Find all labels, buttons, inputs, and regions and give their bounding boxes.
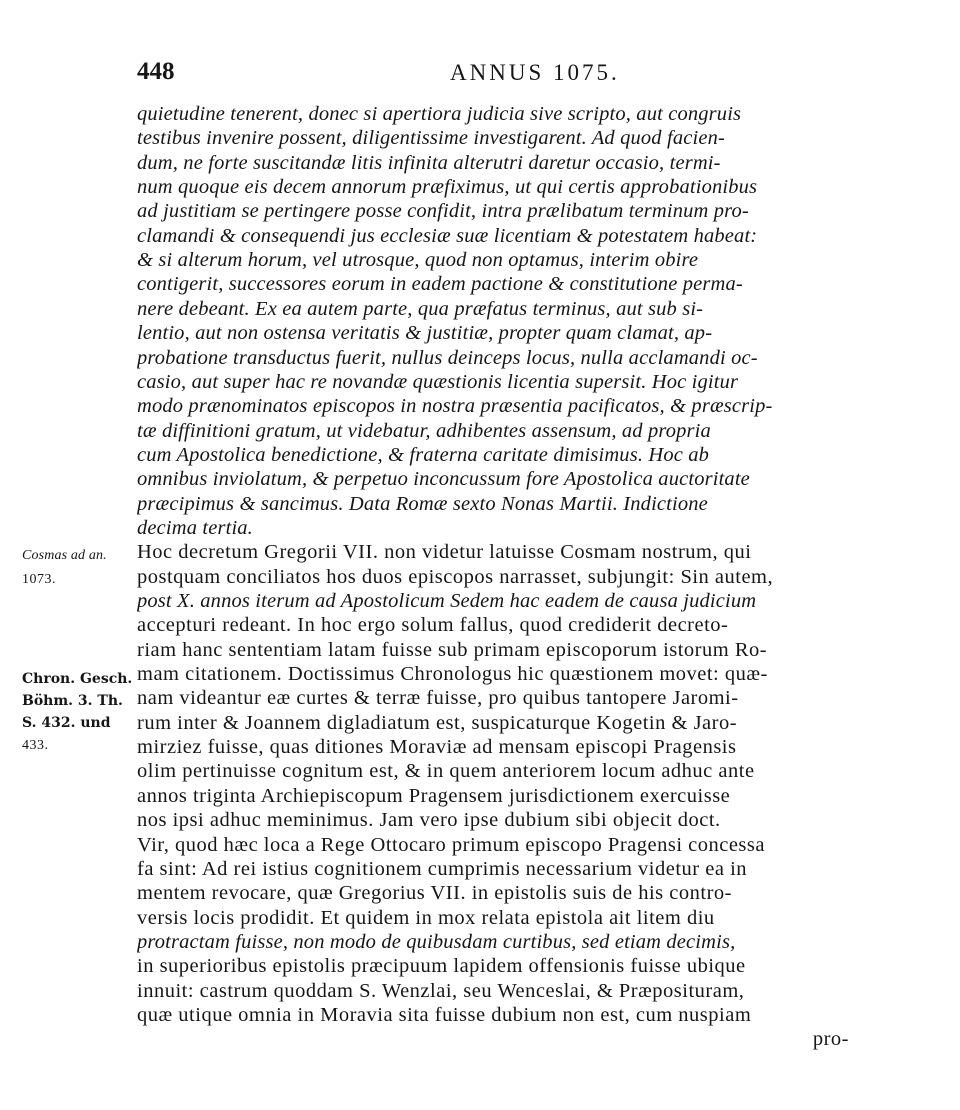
text-line: decima tertia. (137, 516, 253, 539)
running-head: ANNUS 1075. (450, 60, 620, 85)
text-line: omnibus inviolatum, & perpetuo inconcussum fore Apostolica auctoritate (137, 468, 750, 491)
text-line: contigerit, successores eorum in eadem pactione & constitutione perma- (137, 273, 743, 296)
text-line: modo prænominatos episcopos in nostra præsentia pacificatos, & præscrip- (137, 395, 773, 418)
text-line: Hoc decretum Gregorii VII. non videtur latuisse Cosmam nostrum, qui (137, 541, 752, 564)
text-line: rum inter & Joannem digladiatum est, suspicaturque Kogetin & Jaro- (137, 711, 738, 734)
text-line: in superioribus epistolis præcipuum lapidem offensionis fuisse ubique (137, 955, 746, 978)
text-line: protractam fuisse, non modo de quibusdam curtibus, sed etiam decimis, (137, 930, 736, 953)
text-line: post X. annos iterum ad Apostolicum Sedem hac eadem de causa judicium (137, 590, 757, 612)
margin-note: 433. (22, 738, 49, 753)
margin-note: S. 432. und (22, 715, 111, 731)
text-line: num quoque eis decem annorum præfiximus, ut qui certis approbationibus (137, 176, 758, 199)
text-line: quæ utique omnia in Moravia sita fuisse dubium non est, cum nuspiam (137, 1003, 752, 1026)
text-line: postquam conciliatos hos duos episcopos narrasset, subjungit: Sin autem, (137, 565, 774, 588)
text-line: testibus invenire possent, diligentissime investigarent. Ad quod facien- (137, 127, 725, 150)
text-line: nere debeant. Ex ea autem parte, qua præfatus terminus, aut sub si- (137, 297, 704, 320)
text-line: riam hanc sententiam latam fuisse sub primam episcoporum istorum Ro- (137, 638, 768, 661)
text-line: innuit: castrum quoddam S. Wenzlai, seu Wenceslai, & Præposituram, (137, 979, 745, 1002)
margin-note: Cosmas ad an. (22, 548, 107, 563)
text-line: præcipimus & sancimus. Data Romæ sexto Nonas Martii. Indictione (137, 492, 708, 515)
text-line: clamandi & consequendi jus ecclesiæ suæ licentiam & potestatem habeat: (137, 224, 758, 247)
page-header (0, 58, 960, 92)
text-line: fa sint: Ad rei istius cognitionem cumprimis necessarium videtur ea in (137, 857, 748, 880)
text-line: ad justitiam se pertingere posse confidit, intra prælibatum terminum pro- (137, 200, 749, 223)
text-line: cum Apostolica benedictione, & fraterna caritate dimisimus. Hoc ab (137, 443, 710, 466)
text-line: accepturi redeant. In hoc ergo solum fallus, quod crediderit decreto- (137, 614, 729, 637)
text-line: quietudine tenerent, donec si apertiora judicia sive scripto, aut congruis (137, 103, 742, 125)
text-line: versis locis prodidit. Et quidem in mox relata epistola ait litem diu (137, 906, 715, 929)
margin-note: Böhm. 3. Th. (22, 693, 123, 709)
margin-note: Chron. Gesch. (22, 671, 133, 687)
text-line: mentem revocare, quæ Gregorius VII. in epistolis suis de his contro- (137, 882, 732, 905)
text-line: casio, aut super hac re novandæ quæstionis licentia supersit. Hoc igitur (137, 370, 739, 393)
text-line: mam citationem. Doctissimus Chronologus hic quæstionem movet: quæ- (137, 663, 768, 686)
text-line: tæ diffinitioni gratum, ut videbatur, adhibentes assensum, ad propria (137, 419, 711, 442)
text-line: nam videantur eæ curtes & terræ fuisse, pro quibus tantopere Jaromi- (137, 687, 739, 710)
text-line: lentio, aut non ostensa veritatis & justitiæ, propter quam clamat, ap- (137, 322, 713, 345)
page-number: 448 (137, 58, 175, 85)
text-line: Vir, quod hæc loca a Rege Ottocaro primum episcopo Pragensi concessa (137, 833, 765, 856)
text-line: nos ipsi adhuc meminimus. Jam vero ipse dubium sibi objecit doct. (137, 809, 721, 832)
text-line: annos triginta Archiepiscopum Pragensem jurisdictionem exercuisse (137, 784, 731, 807)
text-line: probatione transductus fuerit, nullus deinceps locus, nulla acclamandi oc- (137, 346, 758, 369)
text-line: olim pertinuisse cognitum est, & in quem anteriorem locum adhuc ante (137, 760, 755, 783)
text-line: & si alterum horum, vel utrosque, quod non optamus, interim obire (137, 249, 699, 272)
text-line: dum, ne forte suscitandæ litis infinita alterutri daretur occasio, termi- (137, 151, 721, 174)
margin-note: 1073. (22, 572, 56, 587)
text-line: pro- (812, 1028, 849, 1051)
text-line: mirziez fuisse, quas ditiones Moraviæ ad mensam episcopi Pragensis (137, 736, 737, 759)
